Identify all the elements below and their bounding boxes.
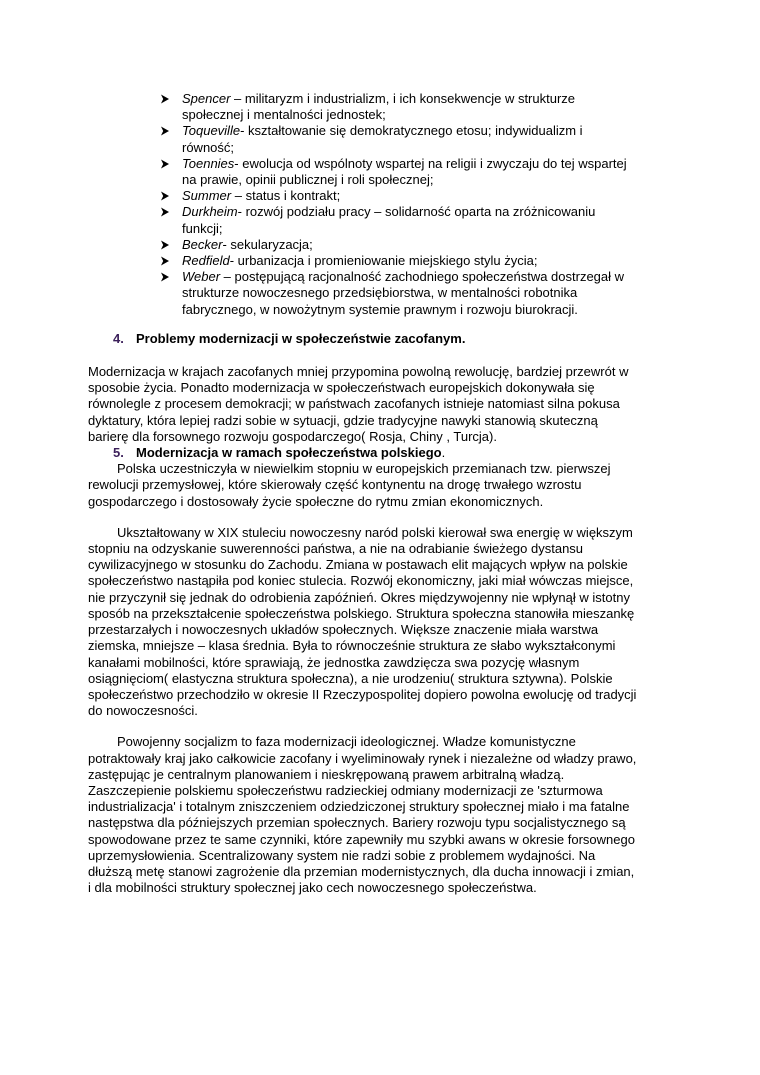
theorist-name: Toennies <box>182 155 235 171</box>
theorist-name: Durkheim <box>182 204 238 220</box>
arrow-bullet-icon <box>160 204 172 220</box>
section-title-period: . <box>441 445 446 461</box>
theorist-name: Toqueville <box>182 123 241 139</box>
arrow-bullet-icon <box>160 91 172 107</box>
theorist-description: - kształtowanie się demokratycznego etosu; indywidualizm i równość; <box>182 123 583 155</box>
arrow-bullet-icon <box>160 188 172 204</box>
theorist-name: Summer <box>182 188 232 204</box>
section-5-heading <box>113 445 638 461</box>
theorist-description: - urbanizacja i promieniowanie miejskiego stylu życia; <box>229 253 538 269</box>
theorist-name: Redfield <box>182 253 230 269</box>
section-5-body <box>88 461 638 896</box>
list-item <box>182 253 638 269</box>
list-item <box>182 188 638 204</box>
paragraph: Powojenny socjalizm to faza modernizacji ideologicznej. Władze komunistyczne potraktowały kraj jako całkowicie zacofany i wyeliminowały rynek i niezależne od władzy prawo, zastępując je centralnym planowaniem i nieskrępowaną prawem arbitralną władzą. Zaszczepienie polskiemu społeczeństwu radzieckiej odmiany modernizacji ze 'szturmowa industrializacja' i totalnym zniszczeniem odziedziczonej struktury społecznej miało i ma fatalne następstwa dla późniejszych przemian społecznych. Bariery rozwoju typu socjalistycznego są spowodowane przez te same czynniki, które zapewniły mu szybki awans w okresie forsownego uprzemysłowienia. Scentralizowany system nie radzi sobie z problemem wydajności. Na dłuższą metę stanowi zagrożenie dla przemian modernistycznych, dla ducha innowacji i zmian, i dla mobilności struktury społecznej jako cech nowoczesnego społeczeństwa. <box>88 734 637 896</box>
arrow-bullet-icon <box>160 156 172 172</box>
theorist-name: Weber <box>182 269 221 285</box>
section-4-heading <box>113 331 638 347</box>
section-4-paragraph: Modernizacja w krajach zacofanych mniej przypomina powolną rewolucję, bardziej przewrót w sposobie życia. Ponadto modernizacja w społeczeństwach europejskich dokonywała się równolegle z procesem demokracji; w państwach zacofanych istnieje natomiast silna pokusa dyktatury, która lepiej radzi sobie w sytuacji, gdzie tradycyjne nawyki stanowią skuteczną barierę dla forsownego rozwoju gospodarczego( Rosja, Chiny , Turcja). <box>88 364 629 444</box>
arrow-bullet-icon <box>160 253 172 269</box>
theorist-description: – status i kontrakt; <box>231 188 341 204</box>
theorist-list <box>118 91 638 318</box>
paragraph: Polska uczestniczyła w niewielkim stopniu w europejskich przemianach tzw. pierwszej rewolucji przemysłowej, które skierowały część kontynentu na drogę trwałego wzrostu gospodarczego i dostosowały życie społeczne do rytmu zmian ekonomicznych. <box>88 461 611 509</box>
paragraph: Ukształtowany w XIX stuleciu nowoczesny naród polski kierował swa energię w większym stopniu na odzyskanie suwerenności państwa, a nie na odrabianie świeżego dystansu cywilizacyjnego w stosunku do Zachodu. Zmiana w postawach elit mających wpływ na polskie społeczeństwo nastąpiła pod koniec stulecia. Rozwój ekonomiczny, jaki miał wówczas miejsce, nie przyczynił się jednak do odrobienia zapóźnień. Okres międzywojenny nie wpłynął w istotny sposób na przekształcenie społeczeństwa polskiego. Struktura społeczna stanowiła mieszankę przestarzałych i nowoczesnych układów społecznych. Większe znaczenie miała warstwa ziemska, mniejsze – klasa średnia. Była to równocześnie struktura ze słabo wykształconymi kanałami mobilności, które sprawiają, że jednostka zawdzięcza swa pozycję własnym osiągnięciom( elastyczna struktura społeczna), a nie urodzeniu( struktura sztywna). Polskie społeczeństwo przechodziło w okresie II Rzeczypospolitej dopiero powolna ewolucję od tradycji do nowoczesności. <box>88 524 637 719</box>
page-content <box>88 91 638 896</box>
section-title: Problemy modernizacji w społeczeństwie zacofanym. <box>136 330 466 346</box>
list-item <box>182 237 638 253</box>
section-number: 5. <box>113 445 124 461</box>
theorist-description: - ewolucja od wspólnoty wspartej na religii i zwyczaju do tej wspartej na prawie, opinii publicznej i roli społecznej; <box>182 155 627 188</box>
list-item <box>182 156 638 188</box>
theorist-name: Spencer <box>182 91 231 106</box>
list-item <box>182 91 638 123</box>
theorist-description: - sekularyzacja; <box>222 236 313 252</box>
theorist-description: – postępującą racjonalność zachodniego społeczeństwa dostrzegał w strukturze nowoczesnego przedsiębiorstwa, w mentalności robotnika fabrycznego, w nowożytnym systemie prawnym i rozwoju biurokracji. <box>182 269 625 317</box>
theorist-name: Becker <box>182 236 223 252</box>
theorist-description: - rozwój podziału pracy – solidarność oparta na zróżnicowaniu funkcji; <box>182 204 596 236</box>
arrow-bullet-icon <box>160 269 172 285</box>
arrow-bullet-icon <box>160 237 172 253</box>
theorist-description: – militaryzm i industrializm, i ich konsekwencje w strukturze społecznej i mentalności jednostek; <box>182 91 576 123</box>
arrow-bullet-icon <box>160 123 172 139</box>
list-item <box>182 204 638 236</box>
section-title: Modernizacja w ramach społeczeństwa polskiego <box>136 445 442 461</box>
list-item <box>182 269 638 318</box>
list-item <box>182 123 638 155</box>
section-number: 4. <box>113 330 124 346</box>
